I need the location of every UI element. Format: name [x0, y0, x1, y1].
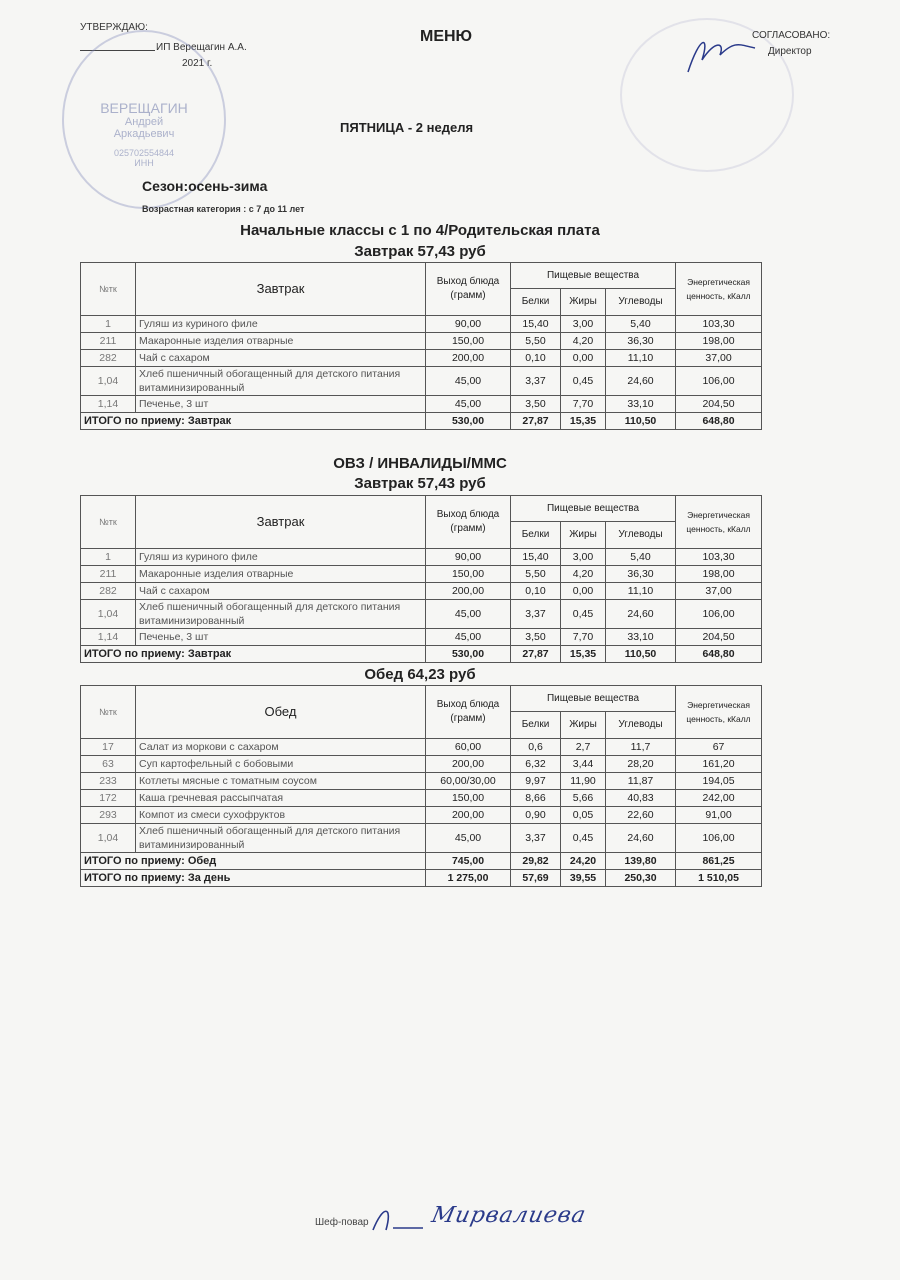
cell: 200,00	[426, 807, 511, 824]
cell: 293	[81, 807, 136, 824]
header-protein: Белки	[511, 522, 561, 549]
header-fat: Жиры	[561, 289, 606, 316]
cell: 3,50	[511, 396, 561, 413]
total-label: ИТОГО по приему: Завтрак	[81, 646, 426, 663]
cell: 103,30	[676, 549, 762, 566]
cell: Хлеб пшеничный обогащенный для детского питания витаминизированный	[136, 600, 426, 629]
total-cell: 27,87	[511, 413, 561, 430]
table-row	[81, 350, 762, 367]
table-row	[81, 824, 762, 853]
cell: 1,04	[81, 367, 136, 396]
stamp-line: Андрей	[124, 116, 164, 128]
cell: 1,14	[81, 629, 136, 646]
menu-table	[80, 495, 762, 663]
cell: 0,45	[561, 367, 606, 396]
cell: 24,60	[606, 824, 676, 853]
cell: 11,90	[561, 773, 606, 790]
cell: 150,00	[426, 333, 511, 350]
cell: 11,7	[606, 739, 676, 756]
cell: 90,00	[426, 549, 511, 566]
cell: Компот из смеси сухофруктов	[136, 807, 426, 824]
cell: 33,10	[606, 396, 676, 413]
total-label: ИТОГО по приему: За день	[81, 870, 426, 887]
table-row	[81, 790, 762, 807]
cell: 200,00	[426, 350, 511, 367]
header-carbs: Углеводы	[606, 289, 676, 316]
total-cell: 29,82	[511, 853, 561, 870]
table-row	[81, 600, 762, 629]
total-label: ИТОГО по приему: Обед	[81, 853, 426, 870]
meal-title: Завтрак 57,43 руб	[354, 475, 486, 492]
cell: 150,00	[426, 566, 511, 583]
total-row	[81, 646, 762, 663]
header-energy: Энергетическая ценность, кКалл	[676, 263, 762, 316]
cell: 36,30	[606, 566, 676, 583]
cell: 45,00	[426, 600, 511, 629]
cell: 2,7	[561, 739, 606, 756]
header-nutrients: Пищевые вещества	[511, 263, 676, 289]
cell: Печенье, 3 шт	[136, 396, 426, 413]
header-nutrients: Пищевые вещества	[511, 496, 676, 522]
cell: 3,50	[511, 629, 561, 646]
table-row	[81, 566, 762, 583]
total-cell: 139,80	[606, 853, 676, 870]
header-code: №тк	[81, 496, 136, 549]
total-cell: 648,80	[676, 646, 762, 663]
cell: 40,83	[606, 790, 676, 807]
chef-signature-flourish-icon	[368, 1200, 428, 1240]
total-cell: 27,87	[511, 646, 561, 663]
cell: 1,04	[81, 600, 136, 629]
table-row	[81, 739, 762, 756]
table-row	[81, 629, 762, 646]
cell: Макаронные изделия отварные	[136, 333, 426, 350]
cell: 233	[81, 773, 136, 790]
cell: 211	[81, 566, 136, 583]
cell: 5,50	[511, 566, 561, 583]
cell: 6,32	[511, 756, 561, 773]
cell: 28,20	[606, 756, 676, 773]
cell: 282	[81, 583, 136, 600]
header-fat: Жиры	[561, 712, 606, 739]
cell: 5,40	[606, 549, 676, 566]
approve-year: 2021 г.	[182, 58, 213, 69]
cell: 103,30	[676, 316, 762, 333]
header-carbs: Углеводы	[606, 712, 676, 739]
cell: 0,10	[511, 583, 561, 600]
cell: 204,50	[676, 629, 762, 646]
cell: 211	[81, 333, 136, 350]
cell: 37,00	[676, 350, 762, 367]
cell: 3,00	[561, 549, 606, 566]
total-cell: 15,35	[561, 646, 606, 663]
total-cell: 1 275,00	[426, 870, 511, 887]
approve-label: УТВЕРЖДАЮ:	[80, 22, 148, 33]
cell: 67	[676, 739, 762, 756]
menu-table	[80, 685, 762, 887]
cell: 90,00	[426, 316, 511, 333]
total-cell: 745,00	[426, 853, 511, 870]
cell: 17	[81, 739, 136, 756]
cell: Суп картофельный с бобовыми	[136, 756, 426, 773]
cell: 45,00	[426, 396, 511, 413]
cell: 282	[81, 350, 136, 367]
cell: Печенье, 3 шт	[136, 629, 426, 646]
cell: Каша гречневая рассыпчатая	[136, 790, 426, 807]
cell: 9,97	[511, 773, 561, 790]
cell: 198,00	[676, 333, 762, 350]
cell: 1,14	[81, 396, 136, 413]
cell: 1	[81, 316, 136, 333]
table-row	[81, 367, 762, 396]
table-row	[81, 396, 762, 413]
cell: 1	[81, 549, 136, 566]
cell: Хлеб пшеничный обогащенный для детского питания витаминизированный	[136, 824, 426, 853]
total-cell: 648,80	[676, 413, 762, 430]
cell: 22,60	[606, 807, 676, 824]
cell: 242,00	[676, 790, 762, 807]
cell: Чай с сахаром	[136, 350, 426, 367]
cell: 0,00	[561, 350, 606, 367]
cell: Макаронные изделия отварные	[136, 566, 426, 583]
total-cell: 530,00	[426, 413, 511, 430]
cell: 0,10	[511, 350, 561, 367]
cell: Хлеб пшеничный обогащенный для детского питания витаминизированный	[136, 367, 426, 396]
total-row	[81, 870, 762, 887]
cell: 60,00	[426, 739, 511, 756]
cell: 106,00	[676, 367, 762, 396]
cell: Гуляш из куриного филе	[136, 549, 426, 566]
header-energy: Энергетическая ценность, кКалл	[676, 496, 762, 549]
day-title: ПЯТНИЦА - 2 неделя	[340, 120, 474, 135]
stamp-line: ИНН	[134, 158, 154, 168]
cell: 0,90	[511, 807, 561, 824]
chef-label: Шеф-повар	[315, 1217, 369, 1228]
cell: 5,50	[511, 333, 561, 350]
cell: 7,70	[561, 629, 606, 646]
cell: 11,87	[606, 773, 676, 790]
cell: 37,00	[676, 583, 762, 600]
table-row	[81, 807, 762, 824]
cell: 3,37	[511, 824, 561, 853]
director-signature-icon	[680, 30, 760, 80]
cell: 161,20	[676, 756, 762, 773]
cell: 15,40	[511, 549, 561, 566]
total-cell: 861,25	[676, 853, 762, 870]
cell: 3,44	[561, 756, 606, 773]
table-row	[81, 583, 762, 600]
header-fat: Жиры	[561, 522, 606, 549]
total-row	[81, 853, 762, 870]
header-meal: Обед	[136, 686, 426, 739]
group-title: ОВЗ / ИНВАЛИДЫ/МMC	[333, 455, 507, 472]
stamp-line: 025702554844	[113, 148, 175, 158]
header-yield: Выход блюда (грамм)	[426, 496, 511, 549]
header-meal: Завтрак	[136, 496, 426, 549]
cell: 7,70	[561, 396, 606, 413]
total-cell: 110,50	[606, 646, 676, 663]
agree-label: СОГЛАСОВАНО:	[752, 30, 831, 41]
header-protein: Белки	[511, 289, 561, 316]
cell: Чай с сахаром	[136, 583, 426, 600]
total-cell: 250,30	[606, 870, 676, 887]
total-cell: 530,00	[426, 646, 511, 663]
cell: 200,00	[426, 756, 511, 773]
cell: 172	[81, 790, 136, 807]
cell: 1,04	[81, 824, 136, 853]
cell: 0,45	[561, 600, 606, 629]
total-cell: 110,50	[606, 413, 676, 430]
approve-name: ИП Верещагин А.А.	[156, 42, 247, 53]
season: Сезон:осень-зима	[142, 178, 268, 194]
cell: 91,00	[676, 807, 762, 824]
table-row	[81, 316, 762, 333]
header-carbs: Углеводы	[606, 522, 676, 549]
total-cell: 39,55	[561, 870, 606, 887]
total-cell: 24,20	[561, 853, 606, 870]
cell: 3,37	[511, 367, 561, 396]
cell: 3,00	[561, 316, 606, 333]
header-energy: Энергетическая ценность, кКалл	[676, 686, 762, 739]
cell: 204,50	[676, 396, 762, 413]
meal-title: Обед 64,23 руб	[364, 666, 476, 683]
cell: 0,6	[511, 739, 561, 756]
cell: 3,37	[511, 600, 561, 629]
cell: 36,30	[606, 333, 676, 350]
cell: 45,00	[426, 629, 511, 646]
cell: 45,00	[426, 824, 511, 853]
stamp-line: ВЕРЕЩАГИН	[100, 100, 188, 116]
table-row	[81, 756, 762, 773]
cell: 11,10	[606, 583, 676, 600]
cell: Котлеты мясные с томатным соусом	[136, 773, 426, 790]
page-title: МЕНЮ	[420, 28, 473, 45]
header-code: №тк	[81, 686, 136, 739]
total-label: ИТОГО по приему: Завтрак	[81, 413, 426, 430]
cell: 0,05	[561, 807, 606, 824]
table-row	[81, 773, 762, 790]
header-yield: Выход блюда (грамм)	[426, 686, 511, 739]
cell: 60,00/30,00	[426, 773, 511, 790]
age-category: Возрастная категория : с 7 до 11 лет	[142, 204, 305, 214]
meal-title: Завтрак 57,43 руб	[354, 243, 486, 260]
cell: 194,05	[676, 773, 762, 790]
cell: 4,20	[561, 566, 606, 583]
table-row	[81, 549, 762, 566]
cell: 4,20	[561, 333, 606, 350]
header-protein: Белки	[511, 712, 561, 739]
cell: 8,66	[511, 790, 561, 807]
cell: 24,60	[606, 600, 676, 629]
cell: 0,45	[561, 824, 606, 853]
table-row	[81, 333, 762, 350]
total-cell: 1 510,05	[676, 870, 762, 887]
total-cell: 57,69	[511, 870, 561, 887]
cell: 5,40	[606, 316, 676, 333]
cell: 24,60	[606, 367, 676, 396]
header-meal: Завтрак	[136, 263, 426, 316]
cell: 15,40	[511, 316, 561, 333]
header-code: №тк	[81, 263, 136, 316]
header-nutrients: Пищевые вещества	[511, 686, 676, 712]
cell: 11,10	[606, 350, 676, 367]
cell: 5,66	[561, 790, 606, 807]
agree-role: Директор	[768, 46, 812, 57]
cell: 63	[81, 756, 136, 773]
chef-signature: Мирвалиева	[429, 1203, 589, 1228]
cell: 198,00	[676, 566, 762, 583]
cell: 45,00	[426, 367, 511, 396]
cell: 200,00	[426, 583, 511, 600]
total-row	[81, 413, 762, 430]
cell: Гуляш из куриного филе	[136, 316, 426, 333]
cell: 0,00	[561, 583, 606, 600]
total-cell: 15,35	[561, 413, 606, 430]
group-title: Начальные классы с 1 по 4/Родительская плата	[240, 222, 600, 239]
stamp-line: Аркадьевич	[113, 128, 175, 140]
cell: Салат из моркови с сахаром	[136, 739, 426, 756]
header-yield: Выход блюда (грамм)	[426, 263, 511, 316]
cell: 106,00	[676, 600, 762, 629]
cell: 106,00	[676, 824, 762, 853]
cell: 150,00	[426, 790, 511, 807]
cell: 33,10	[606, 629, 676, 646]
menu-table	[80, 262, 762, 430]
